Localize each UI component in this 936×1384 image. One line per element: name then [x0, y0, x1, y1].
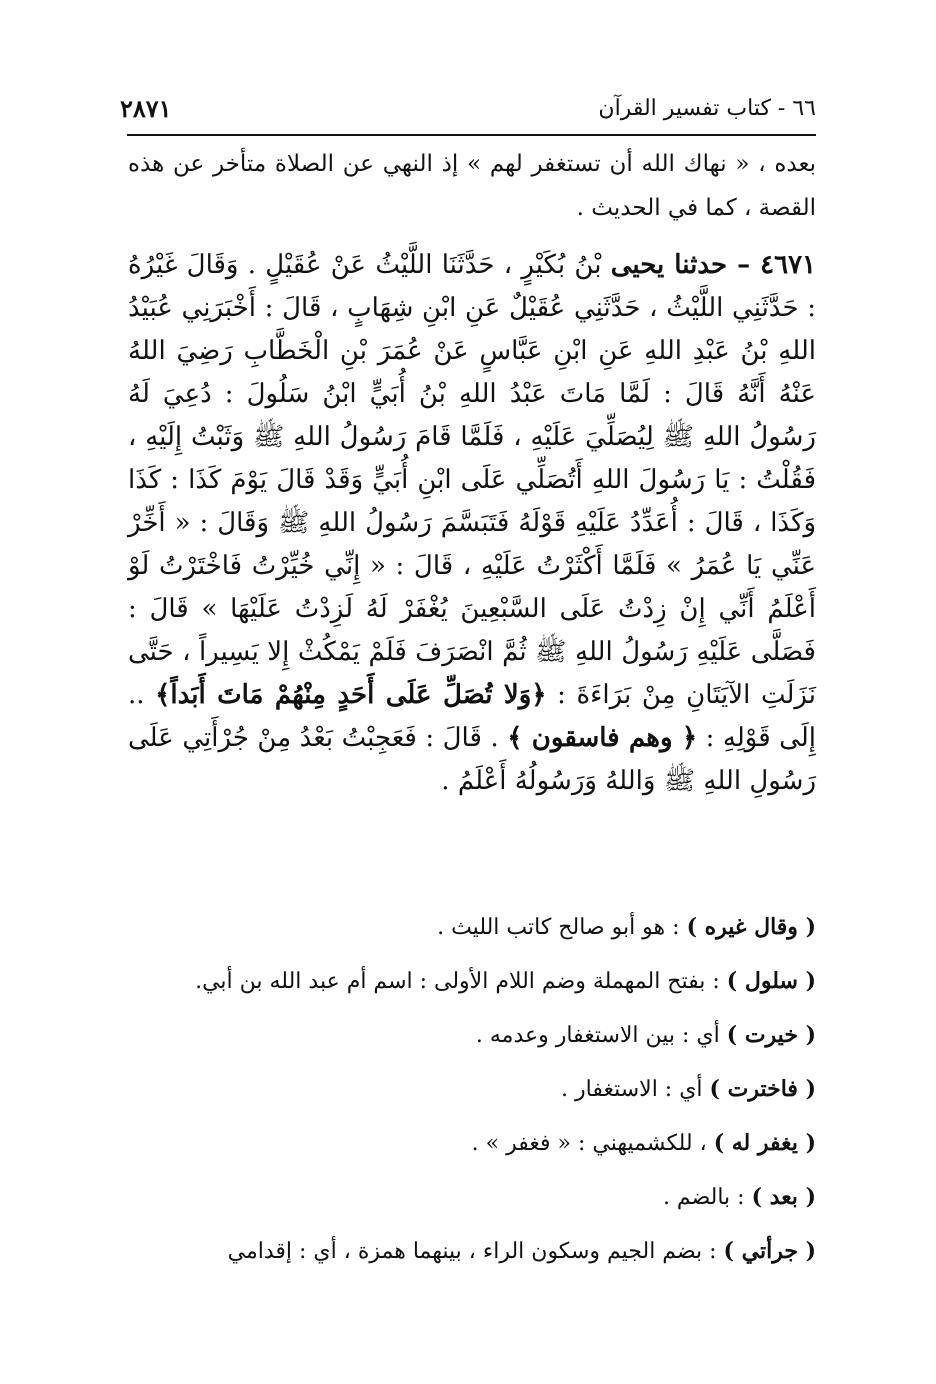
quran-verse-2: ﴿ وهم فاسقون ﴾	[507, 723, 698, 753]
note-term: ( فاخترت )	[709, 1076, 816, 1102]
note-text: : بفتح المهملة وضم اللام الأولى : اسم أم عبد الله بن أبي.	[195, 969, 727, 994]
note-item	[126, 900, 816, 954]
glossary-notes	[126, 900, 816, 1278]
note-item	[126, 1008, 816, 1062]
note-text: : بضم الجيم وسكون الراء ، بينهما همزة ، أي : إقدامي	[227, 1239, 724, 1264]
hadith-text-3: . قَالَ : فَعَجِبْتُ بَعْدُ مِنْ جُرْأَتِي عَلَى رَسُولِ اللهِ ﷺ وَاللهُ وَرَسُولُهُ أَعْلَمُ .	[128, 723, 816, 796]
note-term: ( خيرت )	[726, 1022, 816, 1048]
note-term: ( سلول )	[726, 968, 816, 994]
note-text: أي : الاستغفار .	[561, 1077, 710, 1102]
note-term: ( جرأتي )	[723, 1238, 816, 1264]
intro-paragraph: بعده ، « نهاك الله أن تستغفر لهم » إذ النهي عن الصلاة متأخر عن هذه القصة ، كما في الحديث .	[128, 151, 816, 221]
note-text: ، للكشميهني : « فغفر » .	[471, 1131, 714, 1156]
note-text: : بالضم .	[662, 1185, 752, 1210]
page-header	[120, 88, 816, 128]
note-item	[126, 1062, 816, 1116]
hadith-paragraph	[128, 244, 816, 803]
header-divider	[127, 134, 816, 136]
note-term: ( وقال غيره )	[686, 914, 816, 940]
hadith-number: ٤٦٧١ –	[727, 250, 817, 280]
main-text	[128, 142, 816, 803]
hadith-opening: حدثنا يحيى	[610, 250, 728, 280]
note-term: ( بعد )	[751, 1184, 816, 1210]
note-term: ( يغفر له )	[713, 1130, 816, 1156]
quran-verse-1: ﴿وَلا تُصَلِّ عَلَى أَحَدٍ مِنْهُمْ مَاتَ أَبَداً﴾	[155, 680, 547, 710]
hadith-text-2: .. إِلَى قَوْلِهِ :	[128, 680, 817, 753]
note-text: : هو أبو صالح كاتب الليث .	[437, 915, 687, 940]
hadith-text-1: بْنُ بُكَيْرٍ ، حَدَّثَنَا اللَّيْثُ عَنْ عُقَيْلٍ . وَقَالَ غَيْرُهُ : حَدَّثَنِي اللَّيْثُ ، حَدَّثَنِي عُقَيْلٌ عَنِ ابْنِ شِهَابٍ ، قَالَ : أَخْبَرَنِي عُبَيْدُ اللهِ بْنُ عَبْدِ اللهِ عَنِ ابْنِ عَبَّاسٍ عَنْ عُمَرَ بْنِ الْخَطَّابِ رَضِيَ اللهُ عَنْهُ أَنَّهُ قَالَ : لَمَّا مَاتَ عَبْدُ اللهِ بْنُ أُبَيٍّ ابْنُ سَلُولَ : دُعِيَ لَهُ رَسُولُ اللهِ ﷺ لِيُصَلِّيَ عَلَيْهِ ، فَلَمَّا قَامَ رَسُولُ اللهِ ﷺ وَثَبْتُ إِلَيْهِ ، فَقُلْتُ : يَا رَسُولَ اللهِ أَتُصَلِّي عَلَى ابْنِ أُبَيٍّ وَقَدْ قَالَ يَوْمَ كَذَا : كَذَا وَكَذَا ، قَالَ : أُعَدِّدُ عَلَيْهِ قَوْلَهُ فَتَبَسَّمَ رَسُولُ اللهِ ﷺ وَقَالَ : « أَخِّرْ عَنِّي يَا عُمَرُ » فَلَمَّا أَكْثَرْتُ عَلَيْهِ ، قَالَ : « إِنِّي خُيِّرْتُ فَاخْتَرْتُ لَوْ أَعْلَمُ أَنِّي إِنْ زِدْتُ عَلَى السَّبْعِينَ يُغْفَرْ لَهُ لَزِدْتُ عَلَيْهَا » قَالَ : فَصَلَّى عَلَيْهِ رَسُولُ اللهِ ﷺ ثُمَّ انْصَرَفَ فَلَمْ يَمْكُثْ إِلا يَسِيراً ، حَتَّى نَزَلَتِ الآيَتَانِ مِنْ بَرَاءَةَ :	[128, 250, 817, 710]
note-item	[126, 1170, 816, 1224]
chapter-title: ٦٦ - كتاب تفسير القرآن	[598, 95, 816, 121]
page-number: ٢٨٧١	[120, 93, 172, 123]
note-item	[126, 954, 816, 1008]
note-item	[126, 1116, 816, 1170]
note-item	[126, 1224, 816, 1278]
note-text: أي : بين الاستغفار وعدمه .	[475, 1023, 727, 1048]
